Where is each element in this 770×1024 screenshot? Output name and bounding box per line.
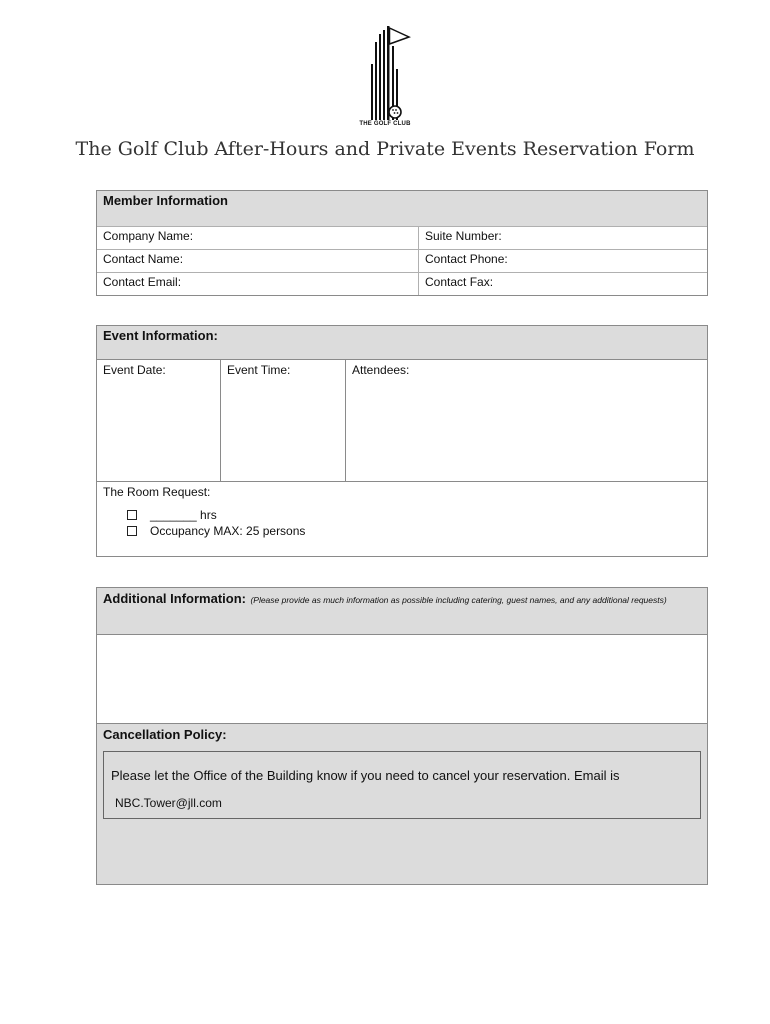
company-name-field[interactable]: Company Name: <box>97 227 419 249</box>
event-information-section <box>96 325 708 557</box>
golf-club-logo <box>355 24 415 130</box>
checkbox-icon[interactable] <box>127 510 137 520</box>
member-row <box>97 249 707 272</box>
member-information-heading: Member Information <box>97 191 707 226</box>
contact-email-field[interactable]: Contact Email: <box>97 273 419 295</box>
room-request <box>97 481 707 556</box>
cancellation-policy-box <box>103 751 701 819</box>
logo-text: THE GOLF CLUB <box>359 121 411 127</box>
cancellation-policy-text: Please let the Office of the Building know if you need to cancel your reservation. Email is <box>111 768 620 783</box>
contact-fax-field[interactable]: Contact Fax: <box>425 275 494 289</box>
additional-information-note: (Please provide as much information as possible including catering, guest names, and any additional requests) <box>250 595 667 605</box>
attendees-field[interactable]: Attendees: <box>352 363 410 377</box>
suite-number-field[interactable]: Suite Number: <box>425 229 502 243</box>
additional-information-header <box>97 588 707 634</box>
additional-information-section <box>96 587 708 885</box>
additional-information-heading: Additional Information: <box>103 591 246 606</box>
additional-information-input[interactable] <box>97 634 707 724</box>
member-information-section <box>96 190 708 296</box>
contact-name-field[interactable]: Contact Name: <box>97 250 419 272</box>
cancellation-email: NBC.Tower@jll.com <box>115 796 222 810</box>
event-date-field[interactable]: Event Date: <box>97 360 221 481</box>
member-row <box>97 226 707 249</box>
member-row <box>97 272 707 295</box>
contact-phone-field[interactable]: Contact Phone: <box>425 252 508 266</box>
occupancy-option[interactable] <box>127 523 701 539</box>
event-time-field[interactable]: Event Time: <box>221 360 346 481</box>
cancellation-policy <box>97 724 707 884</box>
room-request-label: The Room Request: <box>103 485 211 499</box>
occupancy-option-label: Occupancy MAX: 25 persons <box>150 524 306 538</box>
event-details-grid <box>97 359 707 481</box>
event-information-heading: Event Information: <box>97 326 707 359</box>
hours-option-label: _______ hrs <box>150 508 217 522</box>
checkbox-icon[interactable] <box>127 526 137 536</box>
cancellation-policy-heading: Cancellation Policy: <box>103 727 227 742</box>
page-title: The Golf Club After-Hours and Private Events Reservation Form <box>75 138 695 160</box>
hours-option[interactable] <box>127 507 701 523</box>
